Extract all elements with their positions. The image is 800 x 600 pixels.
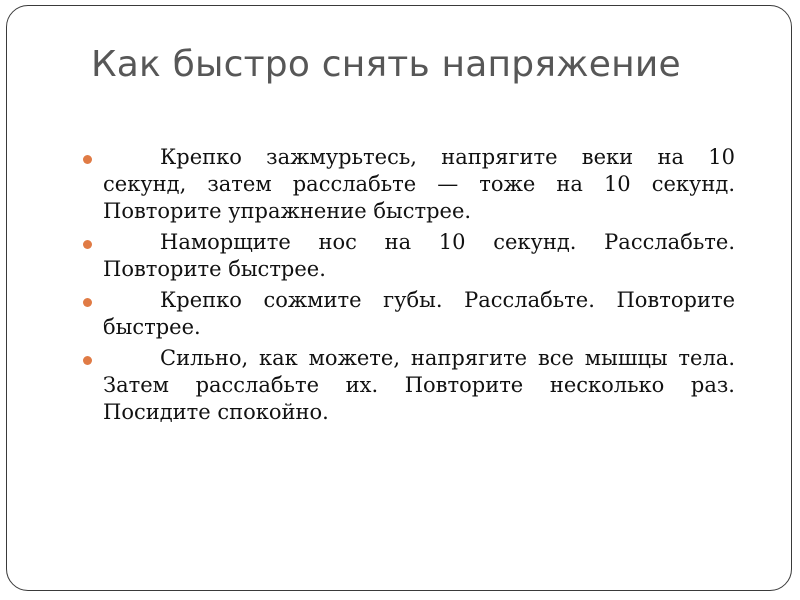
bullet-text: Крепко зажмурьтесь, напрягите веки на 10 секунд, затем расслабьте — тоже на 10 секунд. Повторите упражнение быстрее. [103, 145, 735, 223]
slide-frame [6, 5, 792, 591]
list-item [103, 345, 735, 426]
bullet-text: Наморщите нос на 10 секунд. Расслабьте. Повторите быстрее. [103, 230, 735, 281]
bullet-text: Крепко сожмите губы. Расслабьте. Повторите быстрее. [103, 288, 735, 339]
list-item [103, 287, 735, 341]
bullet-list [103, 144, 735, 430]
slide-title: Как быстро снять напряжение [91, 44, 681, 85]
bullet-text: Сильно, как можете, напрягите все мышцы тела. Затем расслабьте их. Повторите несколько раз. Посидите спокойно. [103, 346, 735, 424]
list-item [103, 144, 735, 225]
bullet-dot-icon [83, 240, 92, 249]
bullet-dot-icon [83, 298, 92, 307]
list-item [103, 229, 735, 283]
bullet-dot-icon [83, 155, 92, 164]
bullet-dot-icon [83, 356, 92, 365]
